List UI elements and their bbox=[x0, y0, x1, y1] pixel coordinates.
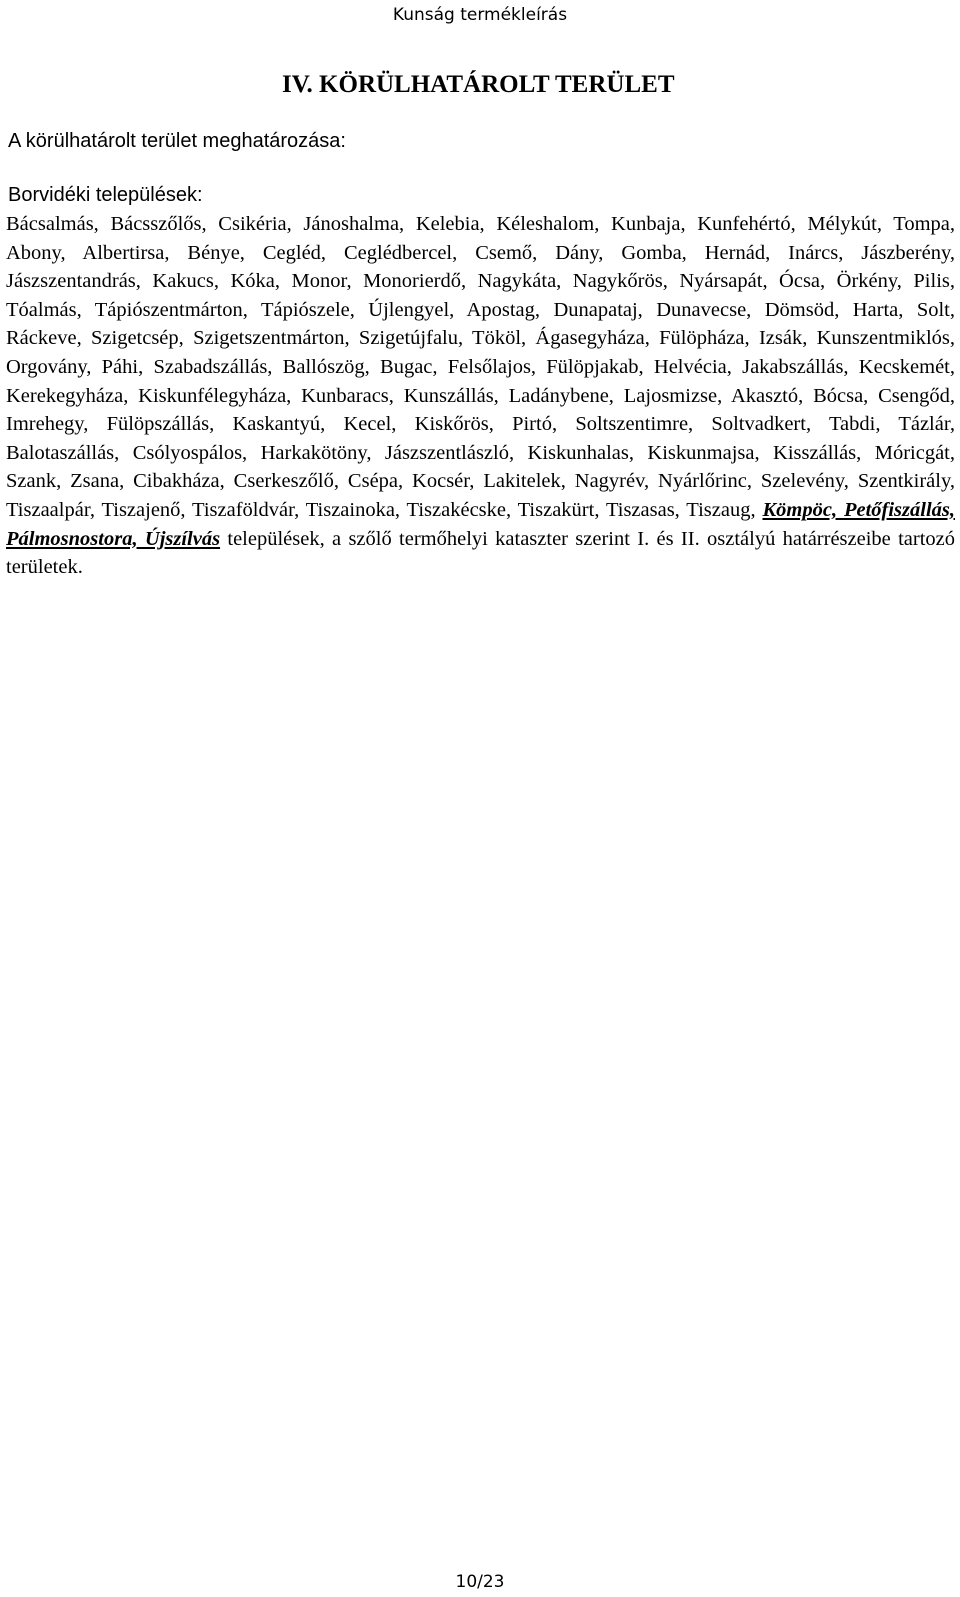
wine-villages-heading: Borvidéki települések: bbox=[8, 184, 203, 206]
page-number: 10/23 bbox=[455, 1572, 505, 1592]
settlement-list-text: Bácsalmás, Bácsszőlős, Csikéria, Jánoshalma, Kelebia, Kéleshalom, Kunbaja, Kunfehértó, Mélykút, Tompa, Abony, Albertirsa, Bénye, Cegléd, Ceglédbercel, Csemő, Dány, Gomba, Hernád, Inárcs, Jászberény, Jászszentandrás, Kakucs, Kóka, Monor, Monorierdő, Nagykáta, Nagykőrös, Nyársapát, Ócsa, Örkény, Pilis, Tóalmás, Tápiószentmárton, Tápiószele, Újlengyel, Apostag, Dunapataj, Dunavecse, Dömsöd, Harta, Solt, Ráckeve, Szigetcsép, Szigetszentmárton, Szigetújfalu, Tököl, Ágasegyháza, Fülöpháza, Izsák, Kunszentmiklós, Orgovány, Páhi, Szabadszállás, Ballószög, Bugac, Felsőlajos, Fülöpjakab, Helvécia, Jakabszállás, Kecskemét, Kerekegyháza, Kiskunfélegyháza, Kunbaracs, Kunszállás, Ladánybene, Lajosmizse, Akasztó, Bócsa, Csengőd, Imrehegy, Fülöpszállás, Kaskantyú, Kecel, Kiskőrös, Pirtó, Soltszentimre, Soltvadkert, Tabdi, Tázlár, Balotaszállás, Csólyospálos, Harkakötöny, Jászszentlászló, Kiskunhalas, Kiskunmajsa, Kisszállás, Móricgát, Szank, Zsana, Cibakháza, Cserkeszőlő, Csépa, Kocsér, Lakitelek, Nagyrév, Nyárlőrinc, Szelevény, Szentkirály, Tiszaalpár, Tiszajenő, Tiszaföldvár, Tiszainoka, Tiszakécske, Tiszakürt, Tiszasas, Tiszaug, bbox=[6, 213, 955, 521]
settlement-closing-text: települések, a szőlő termőhelyi kataszter szerint I. és II. osztályú határrészeibe tartozó területek. bbox=[6, 527, 955, 579]
running-header: Kunság termékleírás bbox=[392, 5, 568, 25]
definition-heading: A körülhatárolt terület meghatározása: bbox=[8, 130, 346, 152]
added-settlements: Kömpöc, Petőfiszállás, Pálmosnostora, Újszílvás bbox=[6, 498, 955, 550]
section-title: IV. KÖRÜLHATÁROLT TERÜLET bbox=[282, 71, 675, 98]
settlement-list-paragraph bbox=[6, 210, 955, 582]
